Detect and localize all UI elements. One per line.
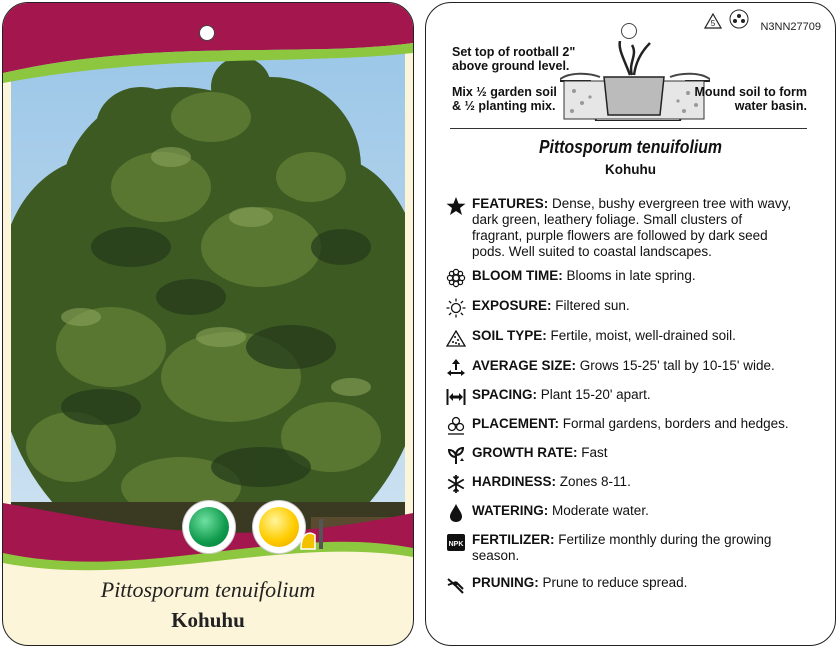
water-drop-icon xyxy=(446,503,466,523)
svg-text:5: 5 xyxy=(710,19,716,28)
diagram-label-left: Mix ½ garden soil & ½ planting mix. xyxy=(452,85,557,113)
evergreen-badge xyxy=(183,501,235,553)
npk-icon xyxy=(446,532,466,552)
svg-text:NPK: NPK xyxy=(448,541,464,548)
size-icon xyxy=(446,358,466,378)
product-code: N3NN27709 xyxy=(760,21,821,33)
hang-hole xyxy=(199,25,215,41)
sun-exposure-filtered-icon xyxy=(259,507,299,547)
snowflake-icon xyxy=(446,474,466,494)
pruners-icon xyxy=(446,575,466,595)
macore-logo xyxy=(726,9,752,33)
diagram-label-top: Set top of rootball 2" above ground level. xyxy=(452,45,576,73)
flower-icon xyxy=(446,268,466,288)
back-latin-name: Pittosporum tenuifolium xyxy=(538,137,723,157)
recycle-icon xyxy=(704,13,722,31)
hang-hole xyxy=(621,23,637,39)
front-common-name: Kohuhu xyxy=(171,608,245,632)
tree-height-icon xyxy=(297,513,331,553)
growth-icon xyxy=(446,445,466,465)
plant-type-evergreen-icon xyxy=(189,507,229,547)
divider xyxy=(450,128,807,129)
planting-illustration xyxy=(560,41,710,121)
front-latin-name: Pittosporum tenuifolium xyxy=(100,577,316,602)
sun-icon xyxy=(446,298,466,318)
planting-diagram xyxy=(426,39,835,129)
back-common-name: Kohuhu xyxy=(605,162,656,177)
back-tag: 5 N3NN27709 Set top of rootball 2" above ground level. Mix ½ garden soil & ½ planting mix. Mound soil to form water basin. Pittosporum tenuifolium Kohuhu FEATURES: Dense, bushy evergreen tree with wavy, dark green, leathery foliage. Small clusters of fragrant, purple flowers are followed by dark seed pods. Well suited to coastal landscapes. BLOOM TIME: Blooms in late spring. EXPOSURE: Filtered sun. SOIL TYPE: Fertile, moist, well-drained soil. AVERAGE SIZE: Grows 15-25' tall by 10-15' wide. SPACING: Plant 15-20' apart. PLACEMENT: Formal gardens, borders and hedges. GROWTH RATE: Fast HARDINESS: Zones 8-11. WATERING: Moderate water. NPK FERTILIZER: Fertilize monthly during the growing season. PRUNING: Prune to reduce spread. xyxy=(425,2,836,646)
star-icon xyxy=(446,196,466,216)
front-tag xyxy=(2,2,414,646)
diagram-label-right: Mound soil to form water basin. xyxy=(694,85,807,113)
top-band xyxy=(3,3,413,113)
soil-icon xyxy=(446,328,466,348)
placement-icon xyxy=(446,416,466,436)
spacing-icon xyxy=(446,387,466,407)
tree-photo xyxy=(11,47,405,557)
